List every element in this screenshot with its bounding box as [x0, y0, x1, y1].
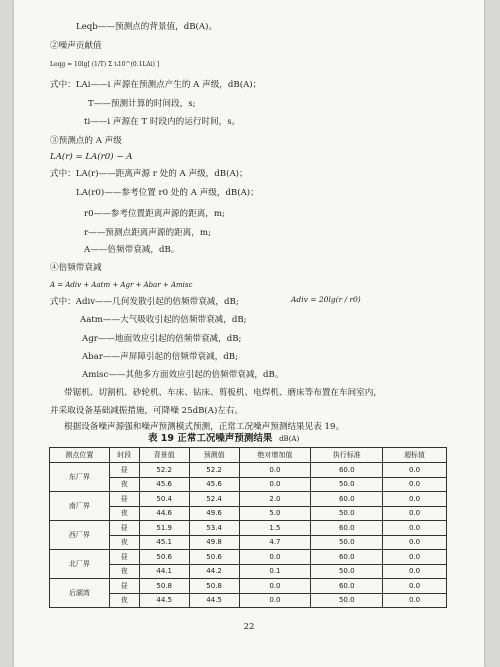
table-row	[50, 492, 447, 507]
table-cell: 50.6	[189, 550, 239, 565]
table-cell: 60.0	[311, 492, 383, 507]
location-cell: 后湖湾	[50, 579, 110, 608]
table-row	[50, 477, 447, 492]
table-cell: 52.2	[139, 463, 189, 478]
column-header: 预测值	[189, 448, 239, 463]
table-cell: 50.8	[139, 579, 189, 594]
table-cell: 夜	[109, 593, 139, 608]
table-cell: 44.6	[139, 506, 189, 521]
table-cell: 5.0	[239, 506, 311, 521]
table-caption	[148, 433, 299, 445]
location-cell: 南厂界	[50, 492, 110, 521]
table-cell: 夜	[109, 477, 139, 492]
table-cell: 昼	[109, 521, 139, 536]
column-header: 超标值	[383, 448, 447, 463]
table-cell: 50.6	[139, 550, 189, 565]
column-header: 执行标准	[311, 448, 383, 463]
table-cell: 50.0	[311, 593, 383, 608]
text-line: r——预测点距离声源的距离，m;	[84, 228, 211, 238]
formula: A = Adiv + Aatm + Agr + Abar + Amisc	[50, 281, 193, 289]
table-cell: 0.0	[383, 579, 447, 594]
table-cell: 0.1	[239, 564, 311, 579]
table-cell: 60.0	[311, 579, 383, 594]
table-unit: dB(A)	[279, 435, 300, 443]
table-cell: 0.0	[383, 593, 447, 608]
table-cell: 44.5	[189, 593, 239, 608]
table-row	[50, 463, 447, 478]
table-cell: 50.0	[311, 564, 383, 579]
table-cell: 45.6	[189, 477, 239, 492]
location-cell: 东厂界	[50, 463, 110, 492]
table-cell: 0.0	[239, 463, 311, 478]
table-cell: 0.0	[383, 535, 447, 550]
table-cell: 0.0	[383, 506, 447, 521]
formula: LA(r) = LA(r0) − A	[50, 152, 133, 162]
text-line: 式中：LAi——i 声源在预测点产生的 A 声级，dB(A)；	[50, 80, 262, 90]
column-header: 背景值	[139, 448, 189, 463]
table-cell: 0.0	[239, 550, 311, 565]
column-header: 时段	[109, 448, 139, 463]
table-cell: 44.5	[139, 593, 189, 608]
paragraph-line: 并采取设备基础减振措施，可降噪 25dB(A)左右。	[50, 406, 244, 416]
table-row	[50, 564, 447, 579]
table-row	[50, 579, 447, 594]
text-line: Agr——地面效应引起的倍频带衰减，dB;	[82, 334, 242, 344]
table-cell: 49.8	[189, 535, 239, 550]
table-cell: 0.0	[383, 521, 447, 536]
results-table	[49, 447, 447, 608]
column-header: 测点位置	[50, 448, 110, 463]
text-line: T——预测计算的时间段，s;	[88, 99, 196, 109]
section-heading: ④倍频带衰减	[50, 263, 102, 273]
table-cell: 0.0	[239, 477, 311, 492]
table-row	[50, 550, 447, 565]
column-header: 绝对增加值	[239, 448, 311, 463]
table-cell: 50.0	[311, 506, 383, 521]
table-cell: 2.0	[239, 492, 311, 507]
table-cell: 45.6	[139, 477, 189, 492]
table-cell: 50.8	[189, 579, 239, 594]
table-cell: 0.0	[383, 550, 447, 565]
table-cell: 60.0	[311, 521, 383, 536]
section-heading: ③预测点的 A 声级	[50, 136, 122, 146]
table-cell: 0.0	[239, 579, 311, 594]
table-row	[50, 506, 447, 521]
text-line: r0——参考位置距离声源的距离，m;	[84, 209, 225, 219]
table-cell: 1.5	[239, 521, 311, 536]
table-cell: 0.0	[383, 564, 447, 579]
table-cell: 52.2	[189, 463, 239, 478]
page-number: 22	[243, 622, 255, 632]
table-header-row	[50, 448, 447, 463]
location-cell: 北厂界	[50, 550, 110, 579]
table-row	[50, 521, 447, 536]
table-row	[50, 535, 447, 550]
section-heading: ②噪声贡献值	[50, 41, 102, 51]
document-page	[14, 0, 484, 667]
table-cell: 0.0	[239, 593, 311, 608]
text-line: Abar——声屏障引起的倍频带衰减，dB;	[82, 352, 238, 362]
table-cell: 44.1	[139, 564, 189, 579]
table-cell: 50.0	[311, 477, 383, 492]
formula: Adiv = 20lg(r / r0)	[291, 295, 361, 304]
table-cell: 夜	[109, 506, 139, 521]
table-cell: 4.7	[239, 535, 311, 550]
paragraph-line: 带锯机、切割机、砂轮机、车床、钻床、剪板机、电焊机、磨床等布置在车间室内，	[64, 388, 382, 398]
text-line: A——倍频带衰减，dB。	[84, 245, 180, 255]
formula: Leqg = 10lg[ (1/T) Σ tᵢ10^(0.1LAi) ]	[50, 61, 160, 68]
table-cell: 夜	[109, 564, 139, 579]
text-line: Amisc——其他多方面效应引起的倍频带衰减，dB。	[82, 370, 284, 380]
table-cell: 50.4	[139, 492, 189, 507]
table-cell: 53.4	[189, 521, 239, 536]
table-cell: 昼	[109, 550, 139, 565]
text-line: Aatm——大气吸收引起的倍频带衰减，dB;	[80, 315, 247, 325]
table-cell: 夜	[109, 535, 139, 550]
table-cell: 60.0	[311, 550, 383, 565]
table-cell: 60.0	[311, 463, 383, 478]
table-cell: 昼	[109, 463, 139, 478]
text-line: Leqb——预测点的背景值，dB(A)。	[76, 22, 218, 32]
table-cell: 0.0	[383, 463, 447, 478]
text-line: 式中：Adiv——几何发散引起的倍频带衰减，dB;	[50, 297, 239, 307]
table-cell: 昼	[109, 492, 139, 507]
table-cell: 44.2	[189, 564, 239, 579]
text-line: LA(r0)——参考位置 r0 处的 A 声级，dB(A)；	[76, 188, 259, 198]
table-cell: 0.0	[383, 492, 447, 507]
table-cell: 52.4	[189, 492, 239, 507]
table-caption-text: 表 19 正常工况噪声预测结果	[148, 433, 273, 444]
table-cell: 50.0	[311, 535, 383, 550]
text-line: 式中：LA(r)——距离声源 r 处的 A 声级，dB(A)；	[50, 169, 248, 179]
table-cell: 0.0	[383, 477, 447, 492]
table-cell: 49.6	[189, 506, 239, 521]
table-cell: 45.1	[139, 535, 189, 550]
table-row	[50, 593, 447, 608]
table-cell: 昼	[109, 579, 139, 594]
text-line: ti——i 声源在 T 时段内的运行时间，s。	[84, 117, 241, 127]
location-cell: 西厂界	[50, 521, 110, 550]
paragraph-line: 根据设备噪声源强和噪声预测模式预测，正常工况噪声预测结果见表 19。	[64, 422, 345, 432]
table-cell: 51.9	[139, 521, 189, 536]
